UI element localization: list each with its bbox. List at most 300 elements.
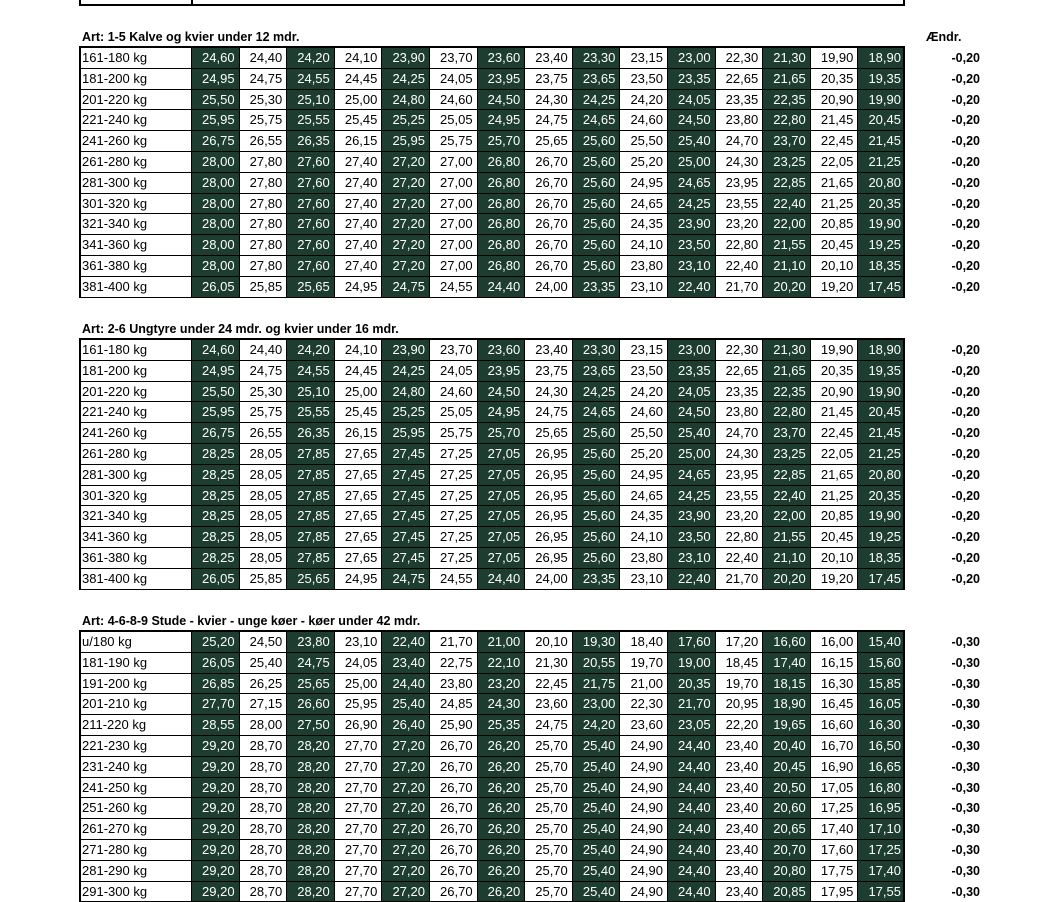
price-cell: 21,45 — [857, 423, 905, 443]
price-cell: 24,25 — [381, 361, 429, 381]
price-cell: 20,50 — [762, 778, 810, 798]
price-cell: 24,60 — [429, 382, 477, 402]
price-cell: 26,20 — [477, 757, 525, 777]
table-row — [79, 110, 905, 131]
price-cell: 23,80 — [286, 632, 334, 652]
price-change-value: -0,20 — [951, 405, 980, 420]
price-cell: 23,40 — [715, 757, 763, 777]
price-cell: 26,60 — [286, 694, 334, 714]
price-cell: 28,70 — [239, 819, 287, 839]
price-cell: 24,40 — [477, 277, 525, 297]
price-change-value: -0,20 — [951, 509, 980, 524]
price-cell: 25,65 — [524, 131, 572, 151]
price-cell: 24,10 — [619, 527, 667, 547]
table-row — [79, 569, 905, 590]
price-cell: 24,95 — [191, 361, 239, 381]
price-cell: 25,50 — [619, 131, 667, 151]
price-cell: 23,20 — [715, 506, 763, 526]
price-cell: 27,25 — [429, 527, 477, 547]
table-row — [79, 90, 905, 111]
price-cell: 23,65 — [572, 69, 620, 89]
price-cell: 26,70 — [429, 882, 477, 902]
price-cell: 26,70 — [429, 819, 477, 839]
price-change-value: -0,20 — [951, 279, 980, 294]
price-cell: 28,20 — [286, 840, 334, 860]
table-row — [79, 840, 905, 861]
price-cell: 26,80 — [477, 152, 525, 172]
price-cell: 16,80 — [857, 778, 905, 798]
price-cell: 27,85 — [286, 527, 334, 547]
price-cell: 23,75 — [524, 361, 572, 381]
price-cell: 26,95 — [524, 527, 572, 547]
table-row — [79, 131, 905, 152]
price-cell: 20,90 — [810, 382, 858, 402]
price-cell: 21,45 — [810, 110, 858, 130]
price-cell: 22,40 — [715, 256, 763, 276]
price-cell: 21,70 — [715, 277, 763, 297]
price-cell: 24,50 — [477, 90, 525, 110]
price-cell: 24,20 — [572, 715, 620, 735]
price-cell: 28,05 — [239, 444, 287, 464]
price-change-value: -0,20 — [951, 343, 980, 357]
price-cell: 19,20 — [810, 277, 858, 297]
table-row — [79, 361, 905, 382]
price-cell: 19,90 — [857, 506, 905, 526]
price-cell: 25,45 — [334, 402, 382, 422]
price-cell: 25,20 — [619, 444, 667, 464]
price-cell: 17,45 — [857, 277, 905, 297]
weight-class-label: 201-210 kg — [82, 696, 148, 712]
price-cell: 20,20 — [762, 569, 810, 589]
price-cell: 29,20 — [191, 819, 239, 839]
price-cell: 16,45 — [810, 694, 858, 714]
price-cell: 26,70 — [429, 757, 477, 777]
price-cell: 18,35 — [857, 256, 905, 276]
price-cell: 25,95 — [381, 423, 429, 443]
price-cell: 16,95 — [857, 798, 905, 818]
weight-class-label: 281-300 kg — [82, 466, 148, 482]
price-cell: 25,60 — [572, 194, 620, 214]
table-row — [79, 382, 905, 403]
price-change-value: -0,20 — [951, 467, 980, 482]
price-cell: 28,20 — [286, 861, 334, 881]
price-cell: 23,40 — [715, 819, 763, 839]
price-cell: 24,90 — [619, 736, 667, 756]
weight-class-label: 361-380 kg — [82, 549, 148, 565]
price-cell: 27,20 — [381, 840, 429, 860]
weight-class-label: 181-200 kg — [82, 362, 148, 378]
price-cell: 23,70 — [762, 423, 810, 443]
price-cell: 20,80 — [857, 173, 905, 193]
price-cell: 23,35 — [667, 69, 715, 89]
weight-class-label: 381-400 kg — [82, 278, 148, 294]
section-title: Art: 1-5 Kalve og kvier under 12 mdr. — [82, 30, 300, 44]
price-cell: 21,45 — [810, 402, 858, 422]
table-row — [79, 778, 905, 799]
price-cell: 21,70 — [667, 694, 715, 714]
price-cell: 23,25 — [762, 152, 810, 172]
price-cell: 25,60 — [572, 444, 620, 464]
price-cell: 20,85 — [810, 214, 858, 234]
price-cell: 29,20 — [191, 840, 239, 860]
price-cell: 21,30 — [762, 340, 810, 360]
price-cell: 24,60 — [619, 402, 667, 422]
price-cell: 24,90 — [619, 840, 667, 860]
price-cell: 28,20 — [286, 736, 334, 756]
table-row — [79, 235, 905, 256]
price-cell: 27,20 — [381, 194, 429, 214]
price-cell: 27,25 — [429, 486, 477, 506]
price-cell: 27,70 — [334, 861, 382, 881]
table-row — [79, 69, 905, 90]
price-cell: 26,20 — [477, 882, 525, 902]
price-cell: 24,40 — [667, 861, 715, 881]
price-cell: 24,90 — [619, 798, 667, 818]
price-cell: 27,85 — [286, 486, 334, 506]
price-cell: 27,80 — [239, 256, 287, 276]
price-cell: 21,25 — [810, 194, 858, 214]
price-cell: 25,30 — [239, 382, 287, 402]
price-cell: 27,00 — [429, 152, 477, 172]
price-cell: 25,00 — [334, 674, 382, 694]
price-cell: 26,20 — [477, 861, 525, 881]
price-cell: 17,40 — [762, 653, 810, 673]
price-cell: 27,70 — [334, 757, 382, 777]
price-cell: 26,70 — [429, 736, 477, 756]
price-cell: 24,25 — [572, 90, 620, 110]
price-cell: 25,60 — [572, 465, 620, 485]
table-row — [79, 882, 905, 902]
price-cell: 23,50 — [619, 69, 667, 89]
weight-class-label: 361-380 kg — [82, 257, 148, 273]
price-cell: 22,45 — [810, 423, 858, 443]
price-cell: 27,80 — [239, 214, 287, 234]
price-cell: 27,85 — [286, 444, 334, 464]
price-change-value: -0,20 — [951, 447, 980, 461]
price-cell: 28,00 — [191, 194, 239, 214]
price-cell: 23,40 — [715, 882, 763, 902]
price-cell: 24,60 — [619, 110, 667, 130]
price-cell: 24,55 — [429, 277, 477, 297]
price-cell: 24,10 — [334, 48, 382, 68]
price-cell: 28,20 — [286, 882, 334, 902]
price-cell: 27,80 — [239, 194, 287, 214]
price-cell: 25,75 — [429, 131, 477, 151]
price-cell: 28,00 — [191, 173, 239, 193]
price-cell: 28,00 — [191, 235, 239, 255]
price-cell: 25,70 — [524, 882, 572, 902]
price-cell: 28,20 — [286, 778, 334, 798]
price-cell: 23,80 — [715, 402, 763, 422]
price-cell: 24,50 — [667, 110, 715, 130]
price-cell: 25,30 — [239, 90, 287, 110]
price-cell: 25,60 — [572, 423, 620, 443]
table-row — [79, 694, 905, 715]
price-cell: 24,40 — [667, 757, 715, 777]
price-cell: 16,90 — [810, 757, 858, 777]
price-cell: 27,00 — [429, 235, 477, 255]
price-cell: 27,80 — [239, 152, 287, 172]
price-cell: 25,25 — [381, 402, 429, 422]
price-cell: 23,10 — [619, 277, 667, 297]
price-cell: 28,00 — [191, 214, 239, 234]
weight-class-label: 161-180 kg — [82, 342, 148, 357]
price-cell: 23,40 — [715, 861, 763, 881]
price-cell: 21,30 — [524, 653, 572, 673]
price-cell: 28,05 — [239, 506, 287, 526]
price-change-value: -0,30 — [951, 801, 980, 816]
price-cell: 21,00 — [619, 674, 667, 694]
price-cell: 21,70 — [429, 632, 477, 652]
price-cell: 17,95 — [810, 882, 858, 902]
price-cell: 24,25 — [572, 382, 620, 402]
price-cell: 21,70 — [715, 569, 763, 589]
price-table — [79, 630, 905, 902]
price-cell: 23,95 — [477, 361, 525, 381]
price-cell: 24,05 — [334, 653, 382, 673]
price-cell: 17,60 — [667, 632, 715, 652]
price-cell: 22,80 — [715, 527, 763, 547]
price-cell: 28,05 — [239, 527, 287, 547]
price-cell: 24,40 — [381, 674, 429, 694]
price-cell: 25,95 — [191, 402, 239, 422]
price-cell: 26,80 — [477, 256, 525, 276]
price-change-value: -0,20 — [951, 426, 980, 441]
price-cell: 25,05 — [429, 110, 477, 130]
price-cell: 25,50 — [191, 90, 239, 110]
weight-class-label: 291-300 kg — [82, 883, 148, 899]
price-cell: 25,60 — [572, 214, 620, 234]
price-cell: 24,65 — [667, 465, 715, 485]
price-cell: 27,05 — [477, 548, 525, 568]
section-title: Art: 4-6-8-9 Stude - kvier - unge køer - køer under 42 mdr. — [82, 614, 421, 628]
price-cell: 26,95 — [524, 444, 572, 464]
price-cell: 25,65 — [286, 674, 334, 694]
table-row — [79, 506, 905, 527]
price-cell: 25,40 — [572, 778, 620, 798]
price-cell: 22,30 — [619, 694, 667, 714]
price-cell: 25,60 — [572, 548, 620, 568]
weight-class-label: 341-360 kg — [82, 237, 148, 253]
price-cell: 16,50 — [857, 736, 905, 756]
price-cell: 18,90 — [762, 694, 810, 714]
price-cell: 24,75 — [381, 277, 429, 297]
price-cell: 28,20 — [286, 819, 334, 839]
price-cell: 29,20 — [191, 882, 239, 902]
price-change-value: -0,20 — [951, 196, 980, 211]
price-cell: 25,05 — [429, 402, 477, 422]
price-change-value: -0,30 — [951, 676, 980, 691]
price-cell: 28,00 — [239, 715, 287, 735]
price-cell: 27,40 — [334, 235, 382, 255]
price-change-value: -0,30 — [951, 843, 980, 857]
price-cell: 27,40 — [334, 194, 382, 214]
weight-class-label: 191-200 kg — [82, 675, 148, 691]
price-cell: 27,80 — [239, 235, 287, 255]
price-cell: 26,35 — [286, 423, 334, 443]
price-change-value: -0,20 — [951, 488, 980, 503]
price-cell: 17,25 — [810, 798, 858, 818]
table-row — [79, 340, 905, 361]
price-cell: 23,90 — [381, 340, 429, 360]
price-cell: 27,20 — [381, 861, 429, 881]
weight-class-label: 381-400 kg — [82, 570, 148, 586]
price-cell: 20,10 — [810, 548, 858, 568]
price-cell: 24,30 — [524, 90, 572, 110]
price-cell: 24,60 — [191, 48, 239, 68]
price-cell: 24,95 — [191, 69, 239, 89]
price-cell: 27,00 — [429, 194, 477, 214]
price-cell: 27,20 — [381, 778, 429, 798]
price-cell: 21,45 — [857, 131, 905, 151]
price-cell: 20,10 — [524, 632, 572, 652]
price-cell: 15,85 — [857, 674, 905, 694]
price-cell: 28,25 — [191, 444, 239, 464]
price-cell: 27,25 — [429, 548, 477, 568]
price-cell: 24,45 — [334, 69, 382, 89]
price-cell: 16,60 — [762, 632, 810, 652]
price-cell: 23,50 — [619, 361, 667, 381]
change-column-header: Ændr. — [926, 30, 962, 44]
price-cell: 20,80 — [762, 861, 810, 881]
price-cell: 20,85 — [762, 882, 810, 902]
price-cell: 23,70 — [762, 131, 810, 151]
price-cell: 23,80 — [619, 548, 667, 568]
price-cell: 23,70 — [429, 340, 477, 360]
price-cell: 24,75 — [381, 569, 429, 589]
weight-class-label: 211-220 kg — [82, 717, 147, 733]
price-change-value: -0,20 — [951, 551, 980, 565]
price-cell: 27,25 — [429, 444, 477, 464]
price-cell: 23,20 — [715, 214, 763, 234]
price-cell: 27,05 — [477, 527, 525, 547]
price-cell: 26,70 — [429, 778, 477, 798]
price-cell: 24,90 — [619, 757, 667, 777]
price-cell: 16,70 — [810, 736, 858, 756]
price-cell: 22,30 — [715, 48, 763, 68]
price-cell: 29,20 — [191, 778, 239, 798]
table-row — [79, 214, 905, 235]
table-row — [79, 423, 905, 444]
price-cell: 24,90 — [619, 861, 667, 881]
price-cell: 17,40 — [857, 861, 905, 881]
price-change-value: -0,30 — [951, 635, 980, 649]
price-cell: 21,65 — [762, 361, 810, 381]
price-cell: 23,90 — [381, 48, 429, 68]
price-cell: 25,75 — [239, 110, 287, 130]
price-cell: 23,40 — [524, 340, 572, 360]
price-cell: 20,55 — [572, 653, 620, 673]
price-cell: 18,90 — [857, 48, 905, 68]
price-cell: 23,40 — [381, 653, 429, 673]
price-cell: 24,60 — [429, 90, 477, 110]
price-cell: 23,00 — [572, 694, 620, 714]
price-cell: 28,00 — [191, 256, 239, 276]
price-cell: 24,05 — [667, 382, 715, 402]
price-cell: 25,95 — [381, 131, 429, 151]
table-row — [79, 194, 905, 215]
price-cell: 21,65 — [810, 173, 858, 193]
price-cell: 24,40 — [477, 569, 525, 589]
price-cell: 22,45 — [524, 674, 572, 694]
weight-class-label: 251-260 kg — [82, 800, 148, 816]
price-cell: 24,95 — [334, 277, 382, 297]
price-cell: 25,00 — [667, 444, 715, 464]
weight-class-label: 221-240 kg — [82, 404, 148, 420]
price-cell: 24,80 — [381, 382, 429, 402]
price-cell: 16,15 — [810, 653, 858, 673]
price-cell: 24,55 — [286, 361, 334, 381]
price-cell: 28,25 — [191, 506, 239, 526]
price-cell: 25,75 — [429, 423, 477, 443]
price-cell: 26,70 — [429, 861, 477, 881]
price-cell: 26,70 — [524, 214, 572, 234]
price-cell: 25,75 — [239, 402, 287, 422]
price-cell: 28,25 — [191, 548, 239, 568]
weight-class-label: 301-320 kg — [82, 195, 148, 211]
price-cell: 24,50 — [239, 632, 287, 652]
price-cell: 27,20 — [381, 757, 429, 777]
price-cell: 21,75 — [572, 674, 620, 694]
price-cell: 25,40 — [572, 819, 620, 839]
price-cell: 21,55 — [762, 235, 810, 255]
price-cell: 26,95 — [524, 548, 572, 568]
weight-class-label: 301-320 kg — [82, 487, 148, 503]
price-cell: 24,25 — [667, 194, 715, 214]
price-cell: 24,45 — [334, 361, 382, 381]
price-cell: 22,00 — [762, 214, 810, 234]
price-cell: 27,85 — [286, 465, 334, 485]
price-cell: 17,75 — [810, 861, 858, 881]
price-cell: 27,70 — [334, 778, 382, 798]
price-cell: 20,45 — [857, 110, 905, 130]
price-cell: 25,70 — [524, 757, 572, 777]
price-cell: 16,30 — [810, 674, 858, 694]
price-cell: 19,90 — [857, 382, 905, 402]
price-cell: 20,40 — [762, 736, 810, 756]
price-cell: 29,20 — [191, 757, 239, 777]
price-cell: 26,75 — [191, 423, 239, 443]
price-cell: 24,95 — [477, 402, 525, 422]
price-cell: 20,45 — [762, 757, 810, 777]
price-cell: 28,70 — [239, 757, 287, 777]
price-cell: 24,95 — [619, 173, 667, 193]
price-cell: 25,20 — [191, 632, 239, 652]
price-cell: 27,15 — [239, 694, 287, 714]
price-cell: 16,65 — [857, 757, 905, 777]
price-cell: 26,20 — [477, 778, 525, 798]
price-cell: 24,40 — [667, 819, 715, 839]
price-cell: 25,70 — [524, 861, 572, 881]
price-cell: 24,20 — [286, 340, 334, 360]
price-change-value: -0,30 — [951, 718, 980, 733]
price-cell: 27,25 — [429, 465, 477, 485]
weight-class-label: 201-220 kg — [82, 383, 148, 399]
weight-class-label: 281-300 kg — [82, 174, 148, 190]
price-change-value: -0,30 — [951, 697, 980, 712]
price-cell: 24,95 — [477, 110, 525, 130]
price-cell: 27,65 — [334, 486, 382, 506]
price-cell: 23,80 — [619, 256, 667, 276]
price-cell: 23,10 — [334, 632, 382, 652]
price-cell: 24,75 — [239, 361, 287, 381]
price-cell: 24,35 — [619, 214, 667, 234]
price-cell: 24,65 — [572, 110, 620, 130]
table-row — [79, 632, 905, 653]
price-cell: 20,35 — [810, 69, 858, 89]
table-row — [79, 798, 905, 819]
price-cell: 28,70 — [239, 798, 287, 818]
